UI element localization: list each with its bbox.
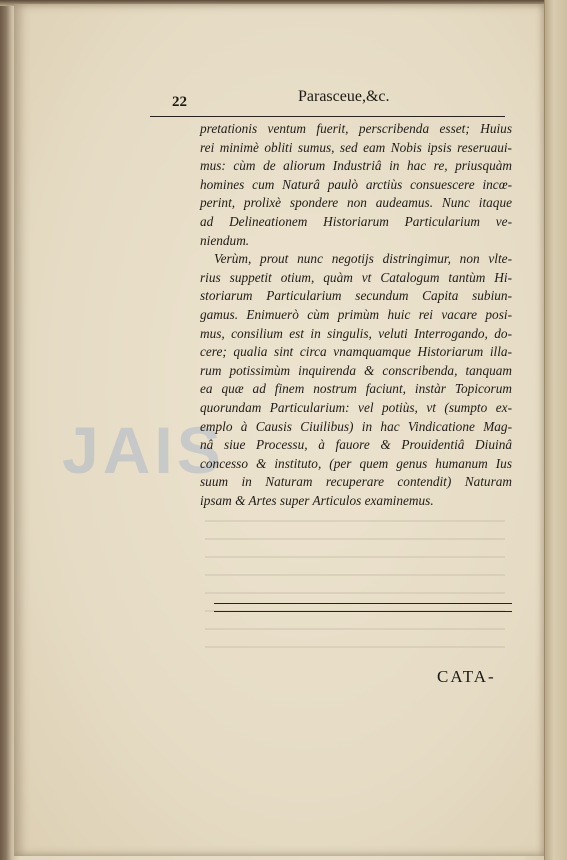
text-line: ea quæ ad finem nostrum faciunt, instàr Topicorum	[200, 381, 512, 397]
text-line: Verùm, prout nunc negotijs distringimur, non vlte-	[214, 251, 512, 267]
text-line: quorundam Particularium: vel potiùs, vt (sumpto ex-	[200, 399, 512, 415]
text-line: emplo à Causis Ciuilibus) in hac Vindicatione Mag-	[200, 418, 512, 434]
text-line: rius suppetit otium, quàm vt Catalogum tantùm Hi-	[200, 269, 512, 285]
text-line: rei minimè obliti sumus, sed eam Nobis ipsis reseruaui-	[200, 139, 512, 155]
text-line: homines cum Naturâ paulò arctiùs consuescere incœ-	[200, 176, 512, 192]
page-header	[150, 86, 505, 117]
section-rule-top	[214, 603, 512, 604]
text-line: suum in Naturam recuperare contendit) Naturam	[200, 474, 512, 490]
text-line: mus, consilium est in singulis, veluti Interrogando, do-	[200, 325, 512, 341]
text-line: ipsam & Artes super Articulos examinemus.	[200, 492, 434, 508]
text-line: ad Delineationem Historiarum Particularium ve-	[200, 213, 512, 229]
text-line: nâ siue Processu, à fauore & Prouidentiâ Diuinâ	[200, 437, 512, 453]
page-number: 22	[172, 94, 187, 110]
text-line: pretationis ventum fuerit, perscribenda esset; Huius	[200, 121, 512, 136]
text-line: mus: cùm de aliorum Industriâ in hac re, priusquàm	[200, 158, 512, 174]
text-line: niendum.	[200, 232, 250, 248]
watermark: JAIS	[62, 413, 225, 487]
catchword: CATA-	[437, 667, 496, 686]
body-text	[200, 120, 512, 510]
show-through-texture	[205, 520, 505, 660]
text-line: gamus. Enimuerò cùm primùm huic rei vacare posi-	[200, 306, 512, 322]
text-line: storiarum Particularium secundum Capita subiun-	[200, 288, 512, 304]
section-rule-bottom	[214, 611, 512, 612]
text-line: cere; qualia sint circa vnamquamque Historiarum illa-	[200, 344, 512, 360]
text-line: perint, prolixè spondere non audeamus. Nunc itaque	[200, 195, 512, 211]
text-line: concesso & instituto, (per quem genus humanum Ius	[200, 455, 512, 471]
book-right-edge	[544, 0, 567, 860]
text-line: rum potissimùm inquirenda & conscribenda, tanquam	[200, 362, 512, 378]
running-title: Parasceue,&c.	[298, 88, 390, 105]
